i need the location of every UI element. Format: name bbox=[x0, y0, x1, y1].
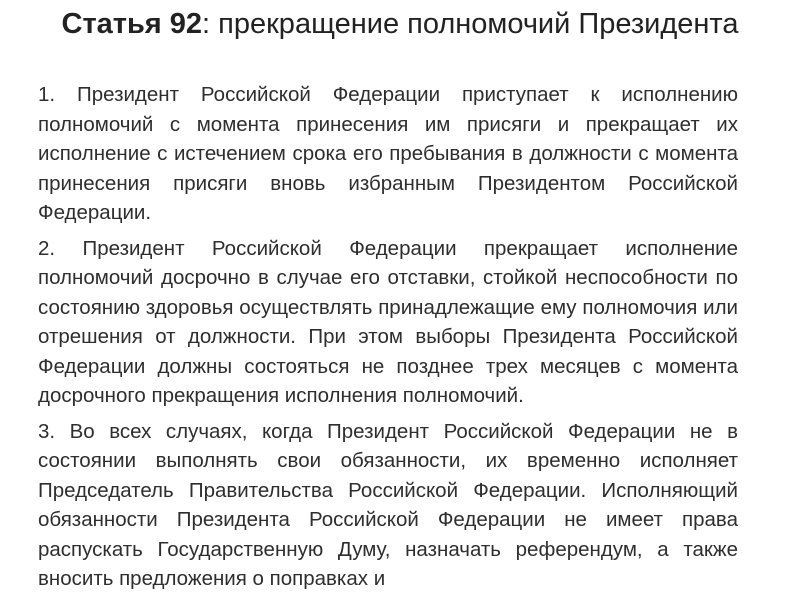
paragraph-1: 1. Президент Российской Федерации приступает к исполнению полномочий с момента принесения им присяги и прекращает их исполнение с истечением срока его пребывания в должности с момента принесения присяги вновь избранным Президентом Российской Федерации. bbox=[38, 83, 738, 224]
paragraph-3: 3. Во всех случаях, когда Президент Российской Федерации не в состоянии выполнять свои обязанности, их временно исполняет Председатель Правительства Российской Федерации. Исполняющий обязанности Президента Российской Федерации не имеет права распускать Государственную Думу, назначать референдум, а также вносить предложения о поправках и bbox=[38, 419, 738, 590]
slide-title bbox=[60, 6, 740, 43]
title-subject: : прекращение полномочий Президента bbox=[202, 8, 739, 40]
title-article-number: Статья 92 bbox=[61, 8, 203, 40]
paragraph-2: 2. Президент Российской Федерации прекращает исполнение полномочий досрочно в случае его отставки, стойкой неспособности по состоянию здоровья осуществлять принадлежащие ему полномочия или отрешения от должности. При этом выборы Президента Российской Федерации должны состояться не позднее трех месяцев с момента досрочного прекращения исполнения полномочий. bbox=[38, 236, 738, 407]
article-body bbox=[38, 80, 738, 600]
